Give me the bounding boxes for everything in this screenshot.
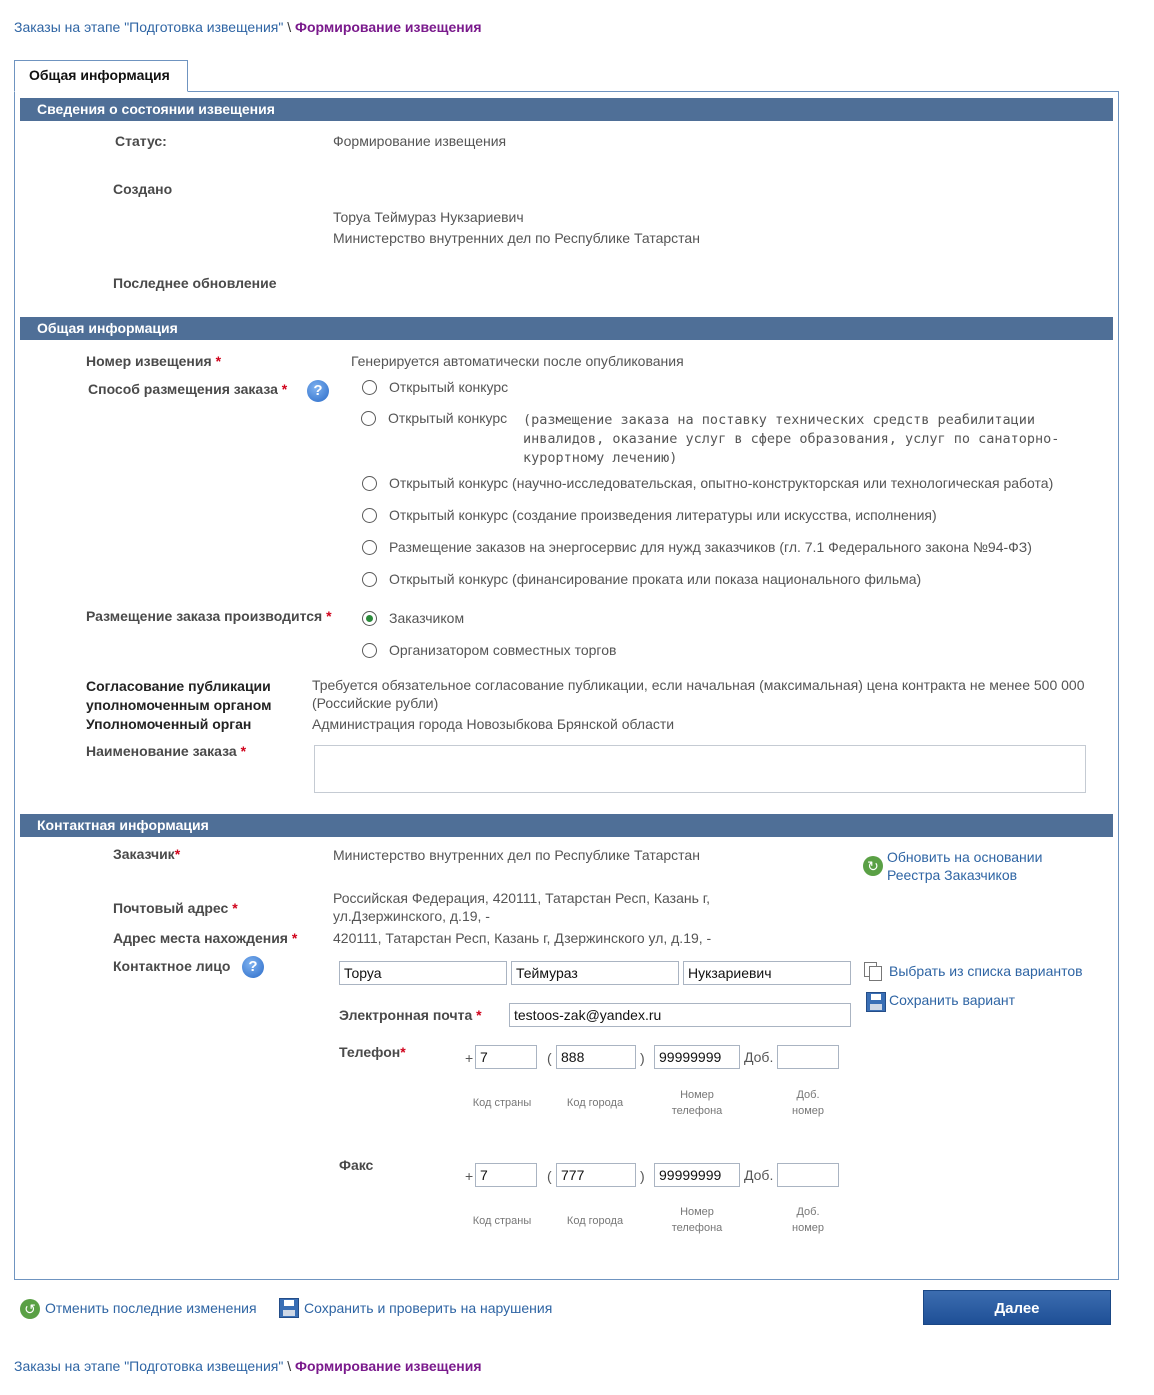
phone-label: Телефон* (339, 1044, 406, 1060)
required-mark: * (215, 353, 222, 369)
postal-value: Российская Федерация, 420111, Татарстан Респ, Казань г, ул.Дзержинского, д.19, - (333, 890, 711, 924)
hint-city-code: Код города (566, 1097, 624, 1109)
save-icon (279, 1298, 299, 1318)
middle-name-input[interactable] (683, 961, 851, 985)
customer-value: Министерство внутренних дел по Республике Татарстан (333, 847, 700, 863)
location-value: 420111, Татарстан Респ, Казань г, Дзержинского ул, д.19, - (333, 930, 712, 946)
created-org: Министерство внутренних дел по Республике Татарстан (333, 230, 700, 246)
radio-method-4[interactable] (362, 540, 377, 555)
fax-country-input[interactable] (475, 1163, 537, 1187)
radio-placed-by-organizer[interactable] (362, 643, 377, 658)
created-person: Торуа Теймураз Нукзариевич (333, 209, 524, 225)
hint-ext-number: Доб. номер (792, 1206, 824, 1234)
hint-phone-number: Номер телефона (671, 1206, 723, 1234)
fax-number-input[interactable] (654, 1163, 740, 1187)
contact-person-label: Контактное лицо (113, 958, 231, 974)
open-paren: ( (547, 1168, 552, 1184)
radio-method-0[interactable] (362, 380, 377, 395)
status-label: Статус: (115, 133, 167, 149)
section-header-general: Общая информация (20, 317, 1113, 340)
notice-number-label: Номер извещения * (86, 353, 222, 369)
tab-general-info[interactable]: Общая информация (14, 60, 188, 92)
updated-label: Последнее обновление (113, 275, 277, 291)
fax-city-input[interactable] (556, 1163, 636, 1187)
plus-sign: + (465, 1168, 474, 1184)
status-value: Формирование извещения (333, 133, 507, 149)
help-icon[interactable]: ? (242, 956, 264, 978)
undo-icon: ↺ (20, 1299, 40, 1319)
radio-method-1[interactable] (361, 411, 376, 426)
required-mark: * (281, 381, 288, 397)
fax-ext-input[interactable] (777, 1163, 839, 1187)
required-mark: * (476, 1007, 482, 1023)
email-input[interactable] (509, 1003, 851, 1027)
breadcrumb-separator: \ (283, 1358, 295, 1374)
method-option-label: Открытый конкурс (389, 379, 509, 395)
open-paren: ( (547, 1050, 552, 1066)
breadcrumb (14, 19, 481, 35)
method-option-note: (размещение заказа на поставку технических средств реабилитации инвалидов, оказание услуг в сфере образования, услуг по санаторно-курортному лечению) (523, 412, 1060, 466)
section-header-status: Сведения о состоянии извещения (20, 98, 1113, 121)
authority-value: Администрация города Новозыбкова Брянской области (312, 716, 675, 732)
method-option-label: Размещение заказов на энергосервис для нужд заказчиков (гл. 7.1 Федерального закона №94-ФЗ) (389, 539, 1032, 555)
required-mark: * (240, 743, 247, 759)
choose-from-list-link[interactable]: Выбрать из списка вариантов (889, 963, 1083, 979)
required-mark: * (232, 900, 238, 916)
first-name-input[interactable] (511, 961, 679, 985)
breadcrumb (14, 1358, 481, 1374)
required-mark: * (400, 1044, 406, 1060)
phone-number-input[interactable] (654, 1045, 740, 1069)
order-name-textarea[interactable] (314, 745, 1086, 793)
placed-by-option-label: Заказчиком (389, 610, 465, 626)
save-variant-link[interactable]: Сохранить вариант (889, 992, 1016, 1008)
section-header-contact: Контактная информация (20, 814, 1113, 837)
phone-city-input[interactable] (556, 1045, 636, 1069)
copy-list-icon (864, 962, 886, 982)
phone-country-input[interactable] (475, 1045, 537, 1069)
hint-phone-number: Номер телефона (671, 1089, 723, 1117)
fax-label: Факс (339, 1157, 374, 1173)
breadcrumb-parent-link[interactable]: Заказы на этапе "Подготовка извещения" (14, 19, 284, 35)
breadcrumb-separator: \ (283, 19, 295, 35)
approval-value: Требуется обязательное согласование публикации, если начальная (максимальная) цена контракта не менее 500 000 (Российские рубли) (312, 677, 1085, 711)
hint-country-code: Код страны (472, 1097, 532, 1109)
undo-changes-link[interactable]: Отменить последние изменения (45, 1300, 257, 1316)
phone-ext-input[interactable] (777, 1045, 839, 1069)
close-paren: ) (640, 1050, 645, 1066)
method-option-label: Открытый конкурс (388, 410, 508, 426)
placed-by-label: Размещение заказа производится * (86, 608, 332, 624)
hint-country-code: Код страны (472, 1215, 532, 1227)
radio-method-5[interactable] (362, 572, 377, 587)
breadcrumb-parent-link[interactable]: Заказы на этапе "Подготовка извещения" (14, 1358, 284, 1374)
hint-ext-number: Доб. номер (792, 1089, 824, 1117)
required-mark: * (291, 930, 298, 946)
radio-method-2[interactable] (362, 476, 377, 491)
ext-label: Доб. (744, 1049, 774, 1065)
radio-method-3[interactable] (362, 508, 377, 523)
method-option-label: Открытый конкурс (научно-исследовательская, опытно-конструкторская или технологическая работа) (389, 475, 1054, 491)
placed-by-option-label: Организатором совместных торгов (389, 642, 617, 658)
required-mark: * (174, 846, 181, 862)
ext-label: Доб. (744, 1167, 774, 1183)
method-option-label: Открытый конкурс (финансирование проката или показа национального фильма) (389, 571, 922, 587)
refresh-icon: ↻ (863, 856, 883, 876)
email-label: Электронная почта * (339, 1007, 482, 1023)
authority-label: Уполномоченный орган (86, 716, 252, 732)
created-label: Создано (113, 181, 173, 197)
close-paren: ) (640, 1168, 645, 1184)
notice-number-value: Генерируется автоматически после опубликования (351, 353, 684, 369)
next-button[interactable]: Далее (923, 1290, 1111, 1325)
order-name-label: Наименование заказа * (86, 743, 247, 759)
plus-sign: + (465, 1050, 474, 1066)
method-label: Способ размещения заказа * (88, 381, 288, 397)
breadcrumb-current: Формирование извещения (295, 19, 482, 35)
breadcrumb-current: Формирование извещения (295, 1358, 482, 1374)
hint-city-code: Код города (566, 1215, 624, 1227)
help-icon[interactable]: ? (307, 380, 329, 402)
radio-placed-by-customer[interactable] (362, 611, 377, 626)
last-name-input[interactable] (339, 961, 507, 985)
required-mark: * (326, 608, 332, 624)
customer-label: Заказчик* (113, 846, 181, 862)
method-option-label: Открытый конкурс (создание произведения литературы или искусства, исполнения) (389, 507, 937, 523)
location-label: Адрес места нахождения * (113, 930, 298, 946)
postal-label: Почтовый адрес * (113, 900, 238, 916)
refresh-from-registry-link[interactable]: Обновить на основании Реестра Заказчиков (887, 849, 1043, 883)
save-and-check-link[interactable]: Сохранить и проверить на нарушения (304, 1300, 553, 1316)
approval-label: Согласование публикации уполномоченным органом (86, 678, 272, 713)
save-icon (866, 992, 886, 1012)
